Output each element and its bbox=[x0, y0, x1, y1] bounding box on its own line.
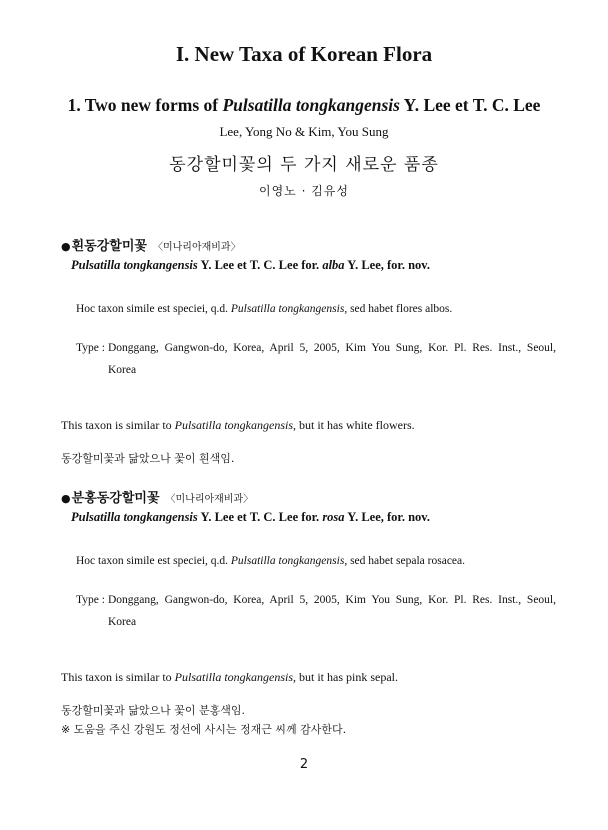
sci-species: Pulsatilla tongkangensis bbox=[71, 258, 198, 272]
taxon-scientific-name bbox=[71, 258, 430, 273]
korean-authors: 이영노 · 김유성 bbox=[259, 184, 349, 198]
taxon-family: 〈미나리아재비과〉 bbox=[152, 242, 241, 253]
english-description bbox=[61, 418, 415, 433]
type-specimen bbox=[76, 337, 556, 381]
type-continuation: Korea bbox=[108, 616, 137, 628]
taxon-scientific-name bbox=[71, 510, 430, 525]
latin-post: , sed habet sepala rosacea. bbox=[344, 555, 466, 567]
type-continuation: Korea bbox=[108, 364, 137, 376]
english-pre: This taxon is similar to bbox=[61, 418, 175, 432]
english-species: Pulsatilla tongkangensis bbox=[174, 670, 294, 684]
type-specimen bbox=[76, 589, 556, 633]
sci-suffix: Y. Lee, for. nov. bbox=[344, 258, 430, 272]
article-authors: Lee, Yong No & Kim, You Sung bbox=[219, 124, 389, 139]
page-title: I. New Taxa of Korean Flora bbox=[175, 42, 433, 66]
latin-post: , sed habet flores albos. bbox=[344, 303, 453, 315]
sci-suffix: Y. Lee, for. nov. bbox=[344, 510, 430, 524]
english-pre: This taxon is similar to bbox=[61, 670, 175, 684]
article-title-suffix: Y. Lee et T. C. Lee bbox=[399, 95, 541, 115]
article-title bbox=[0, 95, 608, 116]
sci-form: rosa bbox=[322, 510, 345, 524]
english-post: , but it has pink sepal. bbox=[293, 670, 399, 684]
korean-title: 동강할미꽃의 두 가지 새로운 품종 bbox=[169, 155, 439, 175]
sci-species: Pulsatilla tongkangensis bbox=[71, 510, 198, 524]
latin-species: Pulsatilla tongkangensis bbox=[230, 303, 345, 315]
article-title-species: Pulsatilla tongkangensis bbox=[222, 95, 400, 115]
latin-diagnosis bbox=[76, 555, 465, 567]
taxon-korean-name: 분홍동강할미꽃 bbox=[71, 491, 160, 506]
english-species: Pulsatilla tongkangensis bbox=[174, 418, 294, 432]
bullet-icon: ● bbox=[61, 240, 71, 253]
type-text: Donggang, Gangwon-do, Korea, April 5, 2005, Kim You Sung, Kor. Pl. Res. Inst., Seoul, bbox=[108, 342, 556, 354]
taxon-heading bbox=[61, 487, 253, 506]
acknowledgement: ※ 도움을 주신 강원도 정선에 사시는 정재근 씨께 감사한다. bbox=[61, 723, 347, 736]
taxon-korean-name: 흰동강할미꽃 bbox=[71, 239, 147, 254]
sci-mid: Y. Lee et T. C. Lee for. bbox=[197, 510, 323, 524]
type-label: Type : bbox=[76, 342, 105, 354]
latin-diagnosis bbox=[76, 303, 452, 315]
sci-form: alba bbox=[322, 258, 345, 272]
latin-pre: Hoc taxon simile est speciei, q.d. bbox=[76, 555, 231, 567]
latin-species: Pulsatilla tongkangensis bbox=[230, 555, 345, 567]
type-text: Donggang, Gangwon-do, Korea, April 5, 2005, Kim You Sung, Kor. Pl. Res. Inst., Seoul, bbox=[108, 594, 556, 606]
article-title-prefix: 1. Two new forms of bbox=[67, 95, 223, 115]
english-description bbox=[61, 670, 398, 685]
korean-description: 동강할미꽃과 닮았으나 꽃이 흰색임. bbox=[61, 452, 235, 465]
sci-mid: Y. Lee et T. C. Lee for. bbox=[197, 258, 323, 272]
type-label: Type : bbox=[76, 594, 105, 606]
page-number: 2 bbox=[299, 757, 309, 772]
taxon-family: 〈미나리아재비과〉 bbox=[165, 494, 254, 505]
english-post: , but it has white flowers. bbox=[293, 418, 415, 432]
bullet-icon: ● bbox=[61, 492, 71, 505]
taxon-heading bbox=[61, 235, 241, 254]
korean-description: 동강할미꽃과 닮았으나 꽃이 분홍색임. bbox=[61, 704, 246, 717]
latin-pre: Hoc taxon simile est speciei, q.d. bbox=[76, 303, 231, 315]
